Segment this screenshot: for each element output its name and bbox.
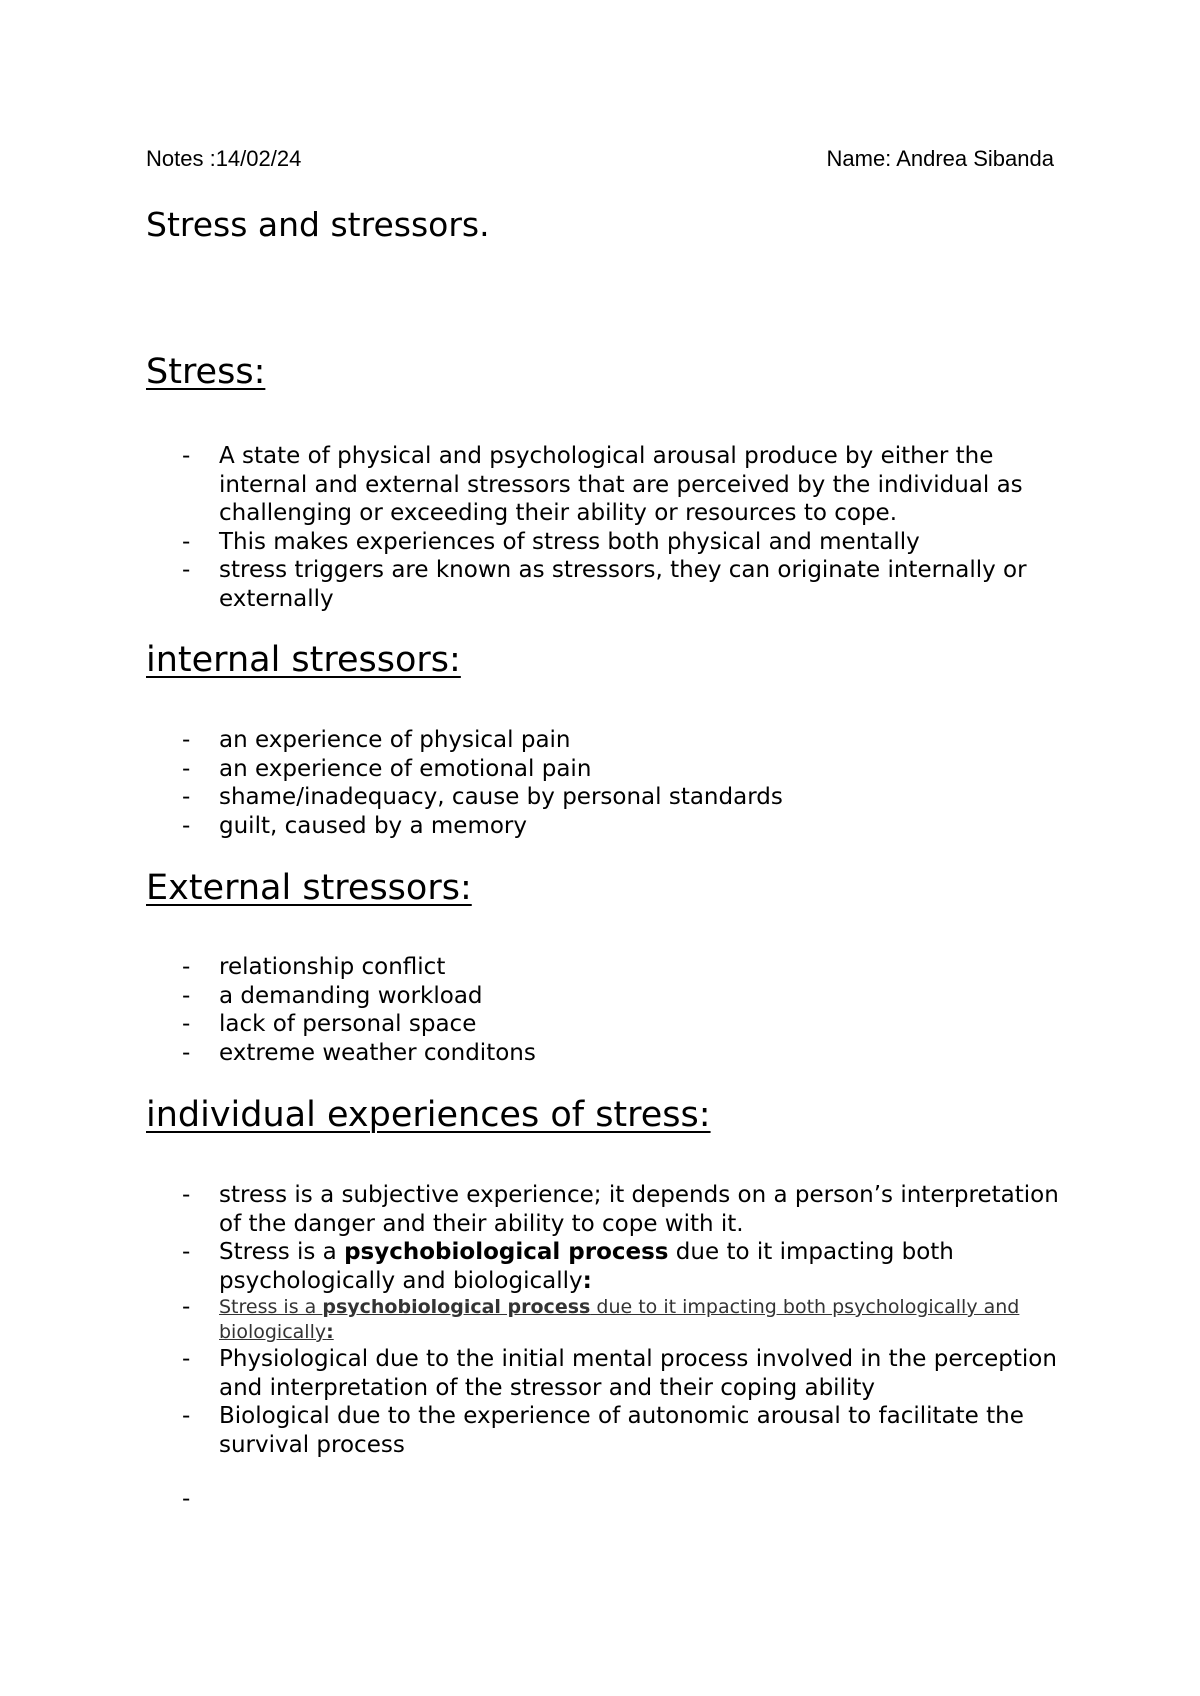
list-item: - an experience of physical pain	[182, 727, 571, 753]
list-item-duplicate: - Stress is a psychobiological process due to it impacting both psychologically and biologically:	[182, 1294, 1020, 1343]
individual-experiences-list	[146, 1181, 1066, 1459]
section-heading-individual: individual experiences of stress:	[146, 1095, 711, 1135]
header-row	[146, 146, 1054, 180]
list-item: - an experience of emotional pain	[182, 755, 592, 782]
internal-stressors-list	[146, 726, 1066, 840]
section-heading-external: External stressors:	[146, 868, 472, 908]
list-item: - A state of physical and psychological arousal produce by either the internal and external stressors that are perceived by the individual as challenging or exceeding their ability or resources to cope.	[182, 443, 1023, 526]
document-title: Stress and stressors.	[146, 205, 490, 244]
list-item: - stress triggers are known as stressors, they can originate internally or externally	[182, 557, 1027, 612]
author-name: Name: Andrea Sibanda	[826, 146, 1054, 171]
list-item: - stress is a subjective experience; it depends on a person’s interpretation of the danger and their ability to cope with it.	[182, 1182, 1059, 1237]
list-item: - a demanding workload	[182, 982, 483, 1009]
section-heading-internal: internal stressors:	[146, 640, 461, 680]
section-heading-stress: Stress:	[146, 352, 266, 392]
list-item: - Biological due to the experience of autonomic arousal to facilitate the survival process	[182, 1403, 1024, 1458]
external-stressors-list	[146, 953, 1066, 1067]
list-item: - This makes experiences of stress both physical and mentally	[182, 528, 920, 555]
list-item: - Stress is a psychobiological process due to it impacting both psychologically and biologically:	[182, 1239, 954, 1294]
list-item: - shame/inadequacy, cause by personal standards	[182, 784, 783, 810]
list-item: - Physiological due to the initial mental process involved in the perception and interpretation of the stressor and their coping ability	[182, 1346, 1057, 1401]
list-item: - extreme weather conditons	[182, 1039, 536, 1066]
stress-list	[146, 442, 1066, 613]
list-item: - guilt, caused by a memory	[182, 812, 527, 839]
empty-list-item: -	[182, 1486, 191, 1512]
list-item: - lack of personal space	[182, 1011, 477, 1037]
notes-date: Notes :14/02/24	[146, 146, 302, 171]
list-item: - relationship conflict	[182, 954, 446, 980]
